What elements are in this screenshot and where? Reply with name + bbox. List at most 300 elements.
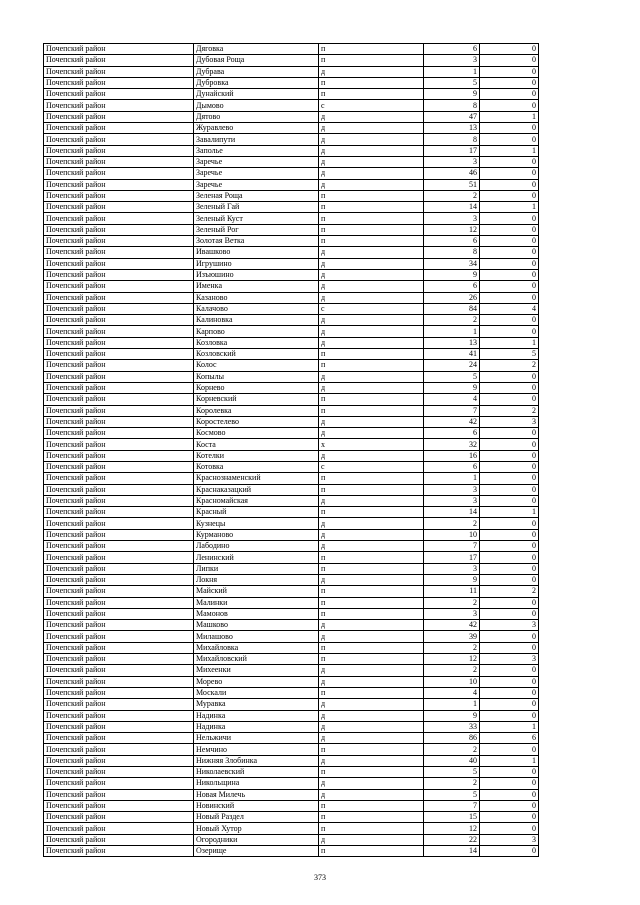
table-row	[44, 541, 539, 552]
value-cell: 42	[424, 620, 480, 631]
value-2-cell: 2	[480, 360, 539, 371]
settlement-name-cell: Новая Милечь	[194, 789, 319, 800]
page-number: 373	[314, 873, 326, 882]
district-cell: Почепский район	[44, 145, 194, 156]
settlement-type-cell: п	[319, 823, 424, 834]
table-row	[44, 349, 539, 360]
value-2-cell: 0	[480, 258, 539, 269]
value-2-cell: 3	[480, 834, 539, 845]
table-row	[44, 620, 539, 631]
value-cell: 13	[424, 337, 480, 348]
value-2-cell: 0	[480, 55, 539, 66]
value-cell: 9	[424, 574, 480, 585]
settlement-name-cell: Котелки	[194, 450, 319, 461]
value-cell: 9	[424, 89, 480, 100]
value-2-cell: 1	[480, 721, 539, 732]
settlement-type-cell: с	[319, 461, 424, 472]
settlement-name-cell: Локня	[194, 574, 319, 585]
table-row	[44, 168, 539, 179]
table-row	[44, 823, 539, 834]
table-row	[44, 134, 539, 145]
settlement-type-cell: п	[319, 349, 424, 360]
district-cell: Почепский район	[44, 123, 194, 134]
value-cell: 3	[424, 495, 480, 506]
table-row	[44, 371, 539, 382]
settlement-name-cell: Завалипути	[194, 134, 319, 145]
table-row	[44, 428, 539, 439]
district-cell: Почепский район	[44, 190, 194, 201]
settlement-type-cell: с	[319, 100, 424, 111]
value-2-cell: 0	[480, 123, 539, 134]
district-cell: Почепский район	[44, 269, 194, 280]
value-2-cell: 0	[480, 699, 539, 710]
district-cell: Почепский район	[44, 439, 194, 450]
value-2-cell: 0	[480, 190, 539, 201]
district-cell: Почепский район	[44, 66, 194, 77]
settlement-name-cell: Зеленый Рог	[194, 224, 319, 235]
settlement-type-cell: п	[319, 484, 424, 495]
table-row	[44, 179, 539, 190]
district-cell: Почепский район	[44, 360, 194, 371]
value-cell: 3	[424, 608, 480, 619]
value-cell: 33	[424, 721, 480, 732]
district-cell: Почепский район	[44, 495, 194, 506]
settlement-name-cell: Никольщина	[194, 778, 319, 789]
settlement-name-cell: Заполье	[194, 145, 319, 156]
settlement-name-cell: Коростелево	[194, 416, 319, 427]
settlement-name-cell: Озерище	[194, 846, 319, 857]
value-cell: 8	[424, 100, 480, 111]
settlement-type-cell: д	[319, 179, 424, 190]
settlement-name-cell: Надинка	[194, 710, 319, 721]
district-cell: Почепский район	[44, 744, 194, 755]
settlement-type-cell: д	[319, 371, 424, 382]
settlement-type-cell: п	[319, 77, 424, 88]
table-row	[44, 665, 539, 676]
district-cell: Почепский район	[44, 168, 194, 179]
value-2-cell: 0	[480, 371, 539, 382]
value-cell: 4	[424, 394, 480, 405]
district-cell: Почепский район	[44, 778, 194, 789]
value-2-cell: 3	[480, 654, 539, 665]
settlement-name-cell: Майский	[194, 586, 319, 597]
value-cell: 2	[424, 315, 480, 326]
value-cell: 2	[424, 190, 480, 201]
settlement-name-cell: Липки	[194, 563, 319, 574]
settlement-type-cell: д	[319, 337, 424, 348]
district-cell: Почепский район	[44, 100, 194, 111]
value-cell: 47	[424, 111, 480, 122]
value-2-cell: 0	[480, 800, 539, 811]
value-2-cell: 0	[480, 66, 539, 77]
value-cell: 42	[424, 416, 480, 427]
settlement-name-cell: Красномайская	[194, 495, 319, 506]
settlements-table	[43, 43, 539, 857]
table-row	[44, 213, 539, 224]
value-cell: 12	[424, 224, 480, 235]
table-row	[44, 812, 539, 823]
value-cell: 16	[424, 450, 480, 461]
value-2-cell: 0	[480, 563, 539, 574]
value-cell: 14	[424, 202, 480, 213]
table-row	[44, 44, 539, 55]
table-row	[44, 767, 539, 778]
value-cell: 11	[424, 586, 480, 597]
settlement-name-cell: Михайловка	[194, 642, 319, 653]
value-cell: 14	[424, 846, 480, 857]
value-cell: 2	[424, 778, 480, 789]
district-cell: Почепский район	[44, 484, 194, 495]
district-cell: Почепский район	[44, 89, 194, 100]
settlement-type-cell: п	[319, 213, 424, 224]
district-cell: Почепский район	[44, 202, 194, 213]
settlement-type-cell: д	[319, 778, 424, 789]
value-2-cell: 0	[480, 213, 539, 224]
table-row	[44, 269, 539, 280]
settlement-name-cell: Зеленый Гай	[194, 202, 319, 213]
district-cell: Почепский район	[44, 823, 194, 834]
value-2-cell: 0	[480, 450, 539, 461]
settlement-type-cell: п	[319, 394, 424, 405]
value-2-cell: 0	[480, 631, 539, 642]
value-2-cell: 1	[480, 507, 539, 518]
value-cell: 3	[424, 213, 480, 224]
value-2-cell: 0	[480, 665, 539, 676]
settlement-type-cell: с	[319, 303, 424, 314]
settlement-name-cell: Муравка	[194, 699, 319, 710]
value-2-cell: 0	[480, 439, 539, 450]
value-cell: 2	[424, 665, 480, 676]
settlement-name-cell: Новый Хутор	[194, 823, 319, 834]
value-cell: 17	[424, 552, 480, 563]
table-row	[44, 224, 539, 235]
value-cell: 3	[424, 55, 480, 66]
district-cell: Почепский район	[44, 224, 194, 235]
district-cell: Почепский район	[44, 710, 194, 721]
table-row	[44, 846, 539, 857]
district-cell: Почепский район	[44, 394, 194, 405]
settlement-name-cell: Игрушино	[194, 258, 319, 269]
district-cell: Почепский район	[44, 156, 194, 167]
table-row	[44, 529, 539, 540]
value-cell: 7	[424, 541, 480, 552]
settlement-name-cell: Дятово	[194, 111, 319, 122]
settlement-type-cell: х	[319, 439, 424, 450]
table-row	[44, 111, 539, 122]
district-cell: Почепский район	[44, 461, 194, 472]
settlement-type-cell: д	[319, 145, 424, 156]
value-2-cell: 0	[480, 518, 539, 529]
district-cell: Почепский район	[44, 518, 194, 529]
settlement-name-cell: Заречье	[194, 156, 319, 167]
district-cell: Почепский район	[44, 620, 194, 631]
table-row	[44, 281, 539, 292]
value-cell: 32	[424, 439, 480, 450]
district-cell: Почепский район	[44, 337, 194, 348]
settlement-name-cell: Колос	[194, 360, 319, 371]
settlement-type-cell: д	[319, 66, 424, 77]
value-2-cell: 0	[480, 168, 539, 179]
settlement-name-cell: Казаново	[194, 292, 319, 303]
table-row	[44, 89, 539, 100]
settlement-type-cell: д	[319, 665, 424, 676]
value-2-cell: 0	[480, 315, 539, 326]
settlement-type-cell: п	[319, 202, 424, 213]
value-cell: 5	[424, 371, 480, 382]
district-cell: Почепский район	[44, 236, 194, 247]
settlement-type-cell: д	[319, 382, 424, 393]
district-cell: Почепский район	[44, 608, 194, 619]
value-cell: 2	[424, 597, 480, 608]
settlement-type-cell: п	[319, 687, 424, 698]
value-2-cell: 0	[480, 495, 539, 506]
value-cell: 1	[424, 326, 480, 337]
table-row	[44, 123, 539, 134]
district-cell: Почепский район	[44, 405, 194, 416]
value-cell: 40	[424, 755, 480, 766]
value-2-cell: 0	[480, 326, 539, 337]
table-row	[44, 77, 539, 88]
settlement-type-cell: п	[319, 597, 424, 608]
value-cell: 41	[424, 349, 480, 360]
value-cell: 4	[424, 687, 480, 698]
value-cell: 8	[424, 247, 480, 258]
value-cell: 15	[424, 812, 480, 823]
district-cell: Почепский район	[44, 134, 194, 145]
value-cell: 26	[424, 292, 480, 303]
settlement-name-cell: Дубровка	[194, 77, 319, 88]
value-cell: 12	[424, 823, 480, 834]
settlement-type-cell: д	[319, 574, 424, 585]
value-cell: 8	[424, 134, 480, 145]
settlement-name-cell: Дубовая Роща	[194, 55, 319, 66]
value-2-cell: 0	[480, 473, 539, 484]
table-row	[44, 405, 539, 416]
table-row	[44, 303, 539, 314]
settlement-type-cell: д	[319, 123, 424, 134]
settlement-name-cell: Краснаказацкий	[194, 484, 319, 495]
value-2-cell: 0	[480, 687, 539, 698]
table-row	[44, 574, 539, 585]
settlement-name-cell: Лабодино	[194, 541, 319, 552]
value-2-cell: 0	[480, 224, 539, 235]
value-2-cell: 0	[480, 541, 539, 552]
value-cell: 51	[424, 179, 480, 190]
value-2-cell: 0	[480, 428, 539, 439]
settlement-type-cell: п	[319, 473, 424, 484]
settlement-type-cell: д	[319, 156, 424, 167]
district-cell: Почепский район	[44, 597, 194, 608]
table-row	[44, 484, 539, 495]
district-cell: Почепский район	[44, 654, 194, 665]
district-cell: Почепский район	[44, 382, 194, 393]
table-row	[44, 190, 539, 201]
table-row	[44, 789, 539, 800]
value-2-cell: 0	[480, 156, 539, 167]
table-row	[44, 156, 539, 167]
table-row	[44, 66, 539, 77]
settlement-name-cell: Королевка	[194, 405, 319, 416]
district-cell: Почепский район	[44, 371, 194, 382]
table-row	[44, 733, 539, 744]
settlement-type-cell: п	[319, 586, 424, 597]
district-cell: Почепский район	[44, 687, 194, 698]
value-cell: 5	[424, 77, 480, 88]
district-cell: Почепский район	[44, 247, 194, 258]
district-cell: Почепский район	[44, 586, 194, 597]
district-cell: Почепский район	[44, 721, 194, 732]
value-cell: 1	[424, 473, 480, 484]
settlement-type-cell: п	[319, 744, 424, 755]
value-cell: 10	[424, 676, 480, 687]
value-cell: 24	[424, 360, 480, 371]
table-row	[44, 755, 539, 766]
settlement-name-cell: Козловка	[194, 337, 319, 348]
district-cell: Почепский район	[44, 55, 194, 66]
value-cell: 39	[424, 631, 480, 642]
value-cell: 3	[424, 484, 480, 495]
value-2-cell: 0	[480, 269, 539, 280]
settlement-type-cell: д	[319, 541, 424, 552]
settlement-type-cell: п	[319, 405, 424, 416]
settlement-type-cell: д	[319, 631, 424, 642]
district-cell: Почепский район	[44, 834, 194, 845]
settlement-type-cell: п	[319, 563, 424, 574]
settlement-type-cell: д	[319, 247, 424, 258]
district-cell: Почепский район	[44, 111, 194, 122]
value-2-cell: 0	[480, 44, 539, 55]
value-2-cell: 0	[480, 179, 539, 190]
value-2-cell: 0	[480, 247, 539, 258]
value-2-cell: 0	[480, 608, 539, 619]
district-cell: Почепский район	[44, 44, 194, 55]
value-2-cell: 0	[480, 484, 539, 495]
table-body	[44, 44, 539, 857]
settlement-name-cell: Заречье	[194, 179, 319, 190]
settlement-name-cell: Курманово	[194, 529, 319, 540]
table-row	[44, 394, 539, 405]
district-cell: Почепский район	[44, 846, 194, 857]
value-2-cell: 2	[480, 405, 539, 416]
value-2-cell: 1	[480, 337, 539, 348]
value-2-cell: 0	[480, 292, 539, 303]
settlement-name-cell: Заречье	[194, 168, 319, 179]
table-row	[44, 586, 539, 597]
settlement-name-cell: Изъюшино	[194, 269, 319, 280]
table-row	[44, 597, 539, 608]
value-cell: 7	[424, 800, 480, 811]
settlement-type-cell: д	[319, 755, 424, 766]
settlement-name-cell: Карпово	[194, 326, 319, 337]
district-cell: Почепский район	[44, 541, 194, 552]
settlement-name-cell: Михеенки	[194, 665, 319, 676]
district-cell: Почепский район	[44, 665, 194, 676]
table-row	[44, 631, 539, 642]
settlement-type-cell: д	[319, 258, 424, 269]
settlement-name-cell: Дымово	[194, 100, 319, 111]
settlement-name-cell: Журавлево	[194, 123, 319, 134]
district-cell: Почепский район	[44, 292, 194, 303]
settlement-type-cell: п	[319, 89, 424, 100]
value-2-cell: 0	[480, 744, 539, 755]
value-cell: 10	[424, 529, 480, 540]
district-cell: Почепский район	[44, 552, 194, 563]
table-row	[44, 236, 539, 247]
value-2-cell: 1	[480, 755, 539, 766]
district-cell: Почепский район	[44, 812, 194, 823]
value-2-cell: 0	[480, 281, 539, 292]
settlement-name-cell: Коста	[194, 439, 319, 450]
district-cell: Почепский район	[44, 574, 194, 585]
district-cell: Почепский район	[44, 213, 194, 224]
value-cell: 2	[424, 744, 480, 755]
value-2-cell: 0	[480, 134, 539, 145]
settlement-name-cell: Малинки	[194, 597, 319, 608]
district-cell: Почепский район	[44, 529, 194, 540]
value-2-cell: 0	[480, 236, 539, 247]
settlement-type-cell: д	[319, 733, 424, 744]
table-row	[44, 507, 539, 518]
table-row	[44, 778, 539, 789]
district-cell: Почепский район	[44, 733, 194, 744]
settlement-type-cell: д	[319, 834, 424, 845]
value-cell: 3	[424, 563, 480, 574]
table-row	[44, 721, 539, 732]
value-cell: 34	[424, 258, 480, 269]
settlement-name-cell: Москали	[194, 687, 319, 698]
district-cell: Почепский район	[44, 326, 194, 337]
value-2-cell: 0	[480, 823, 539, 834]
district-cell: Почепский район	[44, 563, 194, 574]
settlement-name-cell: Нельжичи	[194, 733, 319, 744]
value-2-cell: 3	[480, 620, 539, 631]
value-cell: 6	[424, 236, 480, 247]
settlement-type-cell: п	[319, 642, 424, 653]
district-cell: Почепский район	[44, 767, 194, 778]
value-2-cell: 1	[480, 111, 539, 122]
district-cell: Почепский район	[44, 507, 194, 518]
settlement-type-cell: д	[319, 292, 424, 303]
settlement-type-cell: д	[319, 529, 424, 540]
value-cell: 86	[424, 733, 480, 744]
value-2-cell: 1	[480, 202, 539, 213]
settlement-type-cell: д	[319, 518, 424, 529]
value-2-cell: 5	[480, 349, 539, 360]
value-2-cell: 0	[480, 89, 539, 100]
district-cell: Почепский район	[44, 676, 194, 687]
settlement-name-cell: Дубрава	[194, 66, 319, 77]
table-row	[44, 461, 539, 472]
table-row	[44, 800, 539, 811]
value-2-cell: 3	[480, 416, 539, 427]
settlement-name-cell: Корневский	[194, 394, 319, 405]
district-cell: Почепский район	[44, 473, 194, 484]
settlement-type-cell: п	[319, 44, 424, 55]
value-2-cell: 0	[480, 597, 539, 608]
settlement-type-cell: д	[319, 450, 424, 461]
value-2-cell: 2	[480, 586, 539, 597]
district-cell: Почепский район	[44, 450, 194, 461]
table-row	[44, 202, 539, 213]
district-cell: Почепский район	[44, 303, 194, 314]
district-cell: Почепский район	[44, 281, 194, 292]
settlement-name-cell: Нижняя Злобинка	[194, 755, 319, 766]
value-cell: 12	[424, 654, 480, 665]
settlement-type-cell: д	[319, 315, 424, 326]
settlement-type-cell: д	[319, 789, 424, 800]
settlement-name-cell: Надинка	[194, 721, 319, 732]
settlement-name-cell: Кузнецы	[194, 518, 319, 529]
